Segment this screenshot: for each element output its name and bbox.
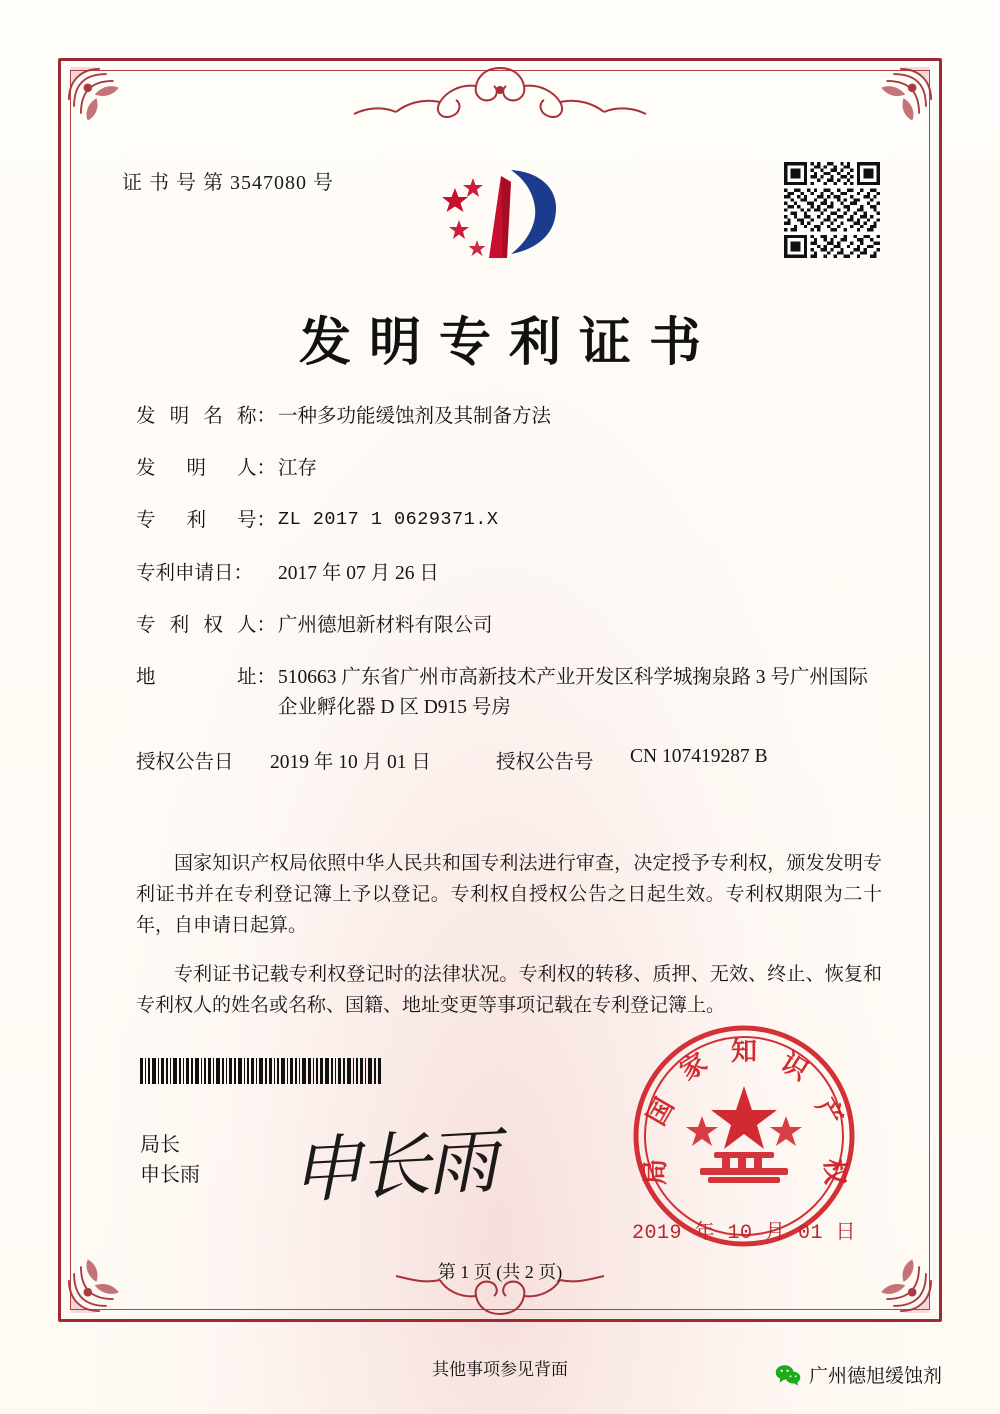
field-label: 地 址： <box>136 667 276 689</box>
field-label: 专 利 权 人： <box>136 614 276 636</box>
field-value: 一种多功能缓蚀剂及其制备方法 <box>278 406 552 427</box>
svg-text:局: 局 <box>641 1158 671 1186</box>
page-number: 第 1 页 (共 2 页) <box>437 1262 563 1282</box>
director-name-label: 申长雨 <box>140 1164 200 1186</box>
wechat-label: 广州德旭缓蚀剂 <box>808 1366 942 1387</box>
svg-text:产: 产 <box>809 1093 849 1131</box>
signature-block <box>140 1130 200 1190</box>
legal-paragraphs <box>136 830 882 1028</box>
qr-code-icon <box>784 162 880 258</box>
grant-number-group <box>496 746 884 774</box>
field-row-invention-name <box>136 402 884 432</box>
corner-ornament-top-right-icon <box>852 62 938 148</box>
director-title-label: 局长 <box>140 1134 180 1156</box>
field-row-application-date <box>136 559 884 589</box>
field-value: 2019 年 10 月 01 日 <box>270 751 431 773</box>
cnipa-logo-icon <box>415 158 585 268</box>
wechat-account <box>775 1361 942 1388</box>
field-row-address <box>136 663 884 723</box>
field-value: 江存 <box>278 458 318 480</box>
page-title: 发明专利证书 <box>298 312 719 373</box>
field-value: 2017 年 07 月 26 日 <box>278 562 439 584</box>
handwritten-signature: 申长雨 <box>288 1118 497 1214</box>
field-value: ZL 2017 1 0629371.X <box>278 509 499 531</box>
legal-paragraph-1: 国家知识产权局依照中华人民共和国专利法进行审查，决定授予专利权，颁发发明专利证书并在专利登记簿上予以登记。专利权自授权公告之日起生效。专利权期限为二十年，自申请日起算。 <box>136 853 882 936</box>
svg-text:国: 国 <box>641 1093 681 1131</box>
legal-paragraph-2: 专利证书记载专利权登记时的法律状况。专利权的转移、质押、无效、终止、恢复和专利权人的姓名或名称、国籍、地址变更等事项记载在专利登记簿上。 <box>136 964 882 1017</box>
fields-list <box>136 402 884 788</box>
barcode <box>140 1058 390 1084</box>
svg-text:知: 知 <box>730 1037 758 1067</box>
field-label: 专 利 号： <box>136 510 276 532</box>
field-row-inventor <box>136 454 884 484</box>
field-value: 510663 广东省广州市高新技术产业开发区科学城掬泉路 3 号广州国际企业孵化器 D 区 D915 号房 <box>278 667 868 719</box>
svg-text:权: 权 <box>818 1158 850 1186</box>
seal-date: 2019 年 10 月 01 日 <box>631 1222 857 1245</box>
field-value: CN 107419287 B <box>630 745 768 767</box>
field-label: 发 明 名 称： <box>136 406 276 427</box>
field-row-grant-info <box>136 746 884 774</box>
field-label: 发 明 人： <box>136 458 276 480</box>
field-label: 专利申请日： <box>136 562 254 584</box>
field-label: 授权公告号 <box>496 751 594 773</box>
certificate-number: 证 书 号 第 3547080 号 <box>122 172 334 194</box>
corner-ornament-top-left-icon <box>62 62 148 148</box>
certificate-content <box>110 140 890 1294</box>
field-row-patentee <box>136 611 884 641</box>
svg-text:识: 识 <box>775 1047 814 1087</box>
wechat-icon <box>775 1364 801 1386</box>
field-row-patent-number <box>136 506 884 536</box>
footer-note: 其他事项参见背面 <box>432 1360 568 1379</box>
grant-date-group <box>136 746 496 774</box>
svg-text:家: 家 <box>674 1047 713 1087</box>
top-scroll-ornament-icon <box>330 60 670 118</box>
field-value: 广州德旭新材料有限公司 <box>278 614 493 636</box>
field-label: 授权公告日 <box>136 751 234 773</box>
